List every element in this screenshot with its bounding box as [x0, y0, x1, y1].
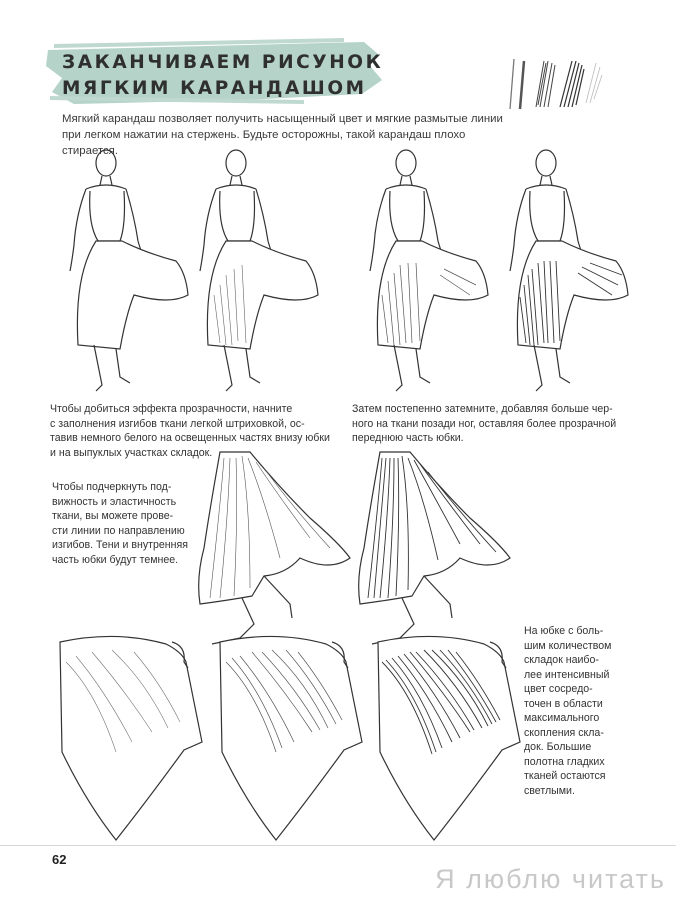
caption-line: Чтобы подчеркнуть под- — [52, 481, 172, 493]
caption-line: На юбке с боль- — [524, 625, 604, 637]
caption-line: часть юбки будут темнее. — [52, 553, 179, 566]
caption-line: с заполнения изгибов ткани легкой штриховкой, ос- — [50, 417, 305, 430]
caption-line: максимального — [524, 712, 600, 724]
caption-line: лее интенсивный — [524, 668, 610, 681]
page-number: 62 — [52, 852, 67, 867]
caption-line: переднюю часть юбки. — [352, 432, 464, 444]
caption-darken — [352, 402, 632, 446]
caption-line: тканей остаются — [524, 770, 606, 782]
intro-line-2: при легком нажатии на стержень. Будьте осторожны, такой карандаш плохо стирается. — [62, 129, 466, 157]
draped-fabric-illustrations — [56, 632, 516, 847]
title-line-1: ЗАКАНЧИВАЕМ РИСУНОК — [62, 52, 384, 73]
caption-line: скопления скла- — [524, 726, 604, 739]
caption-line: Чтобы добиться эффекта прозрачности, начните — [50, 403, 293, 415]
pencil-swatch-icon — [500, 55, 610, 113]
title-line-2: МЯГКИМ КАРАНДАШОМ — [62, 78, 367, 99]
caption-line: ткани, вы можете прове- — [52, 510, 174, 522]
caption-line: шим количеством — [524, 639, 612, 652]
caption-line: док. Большие — [524, 741, 592, 753]
caption-line: изгибов. Тени и внутренняя — [52, 539, 188, 551]
caption-line: и на выпуклых участках складок. — [50, 446, 213, 459]
caption-line: Затем постепенно затемните, добавляя больше чер- — [352, 403, 613, 415]
caption-line: вижность и эластичность — [52, 495, 177, 508]
intro-line-1: Мягкий карандаш позволяет получить насыщенный цвет и мягкие размытые линии — [62, 113, 503, 125]
flowing-skirt-illustrations — [190, 448, 530, 648]
caption-folds — [524, 624, 654, 798]
caption-line: складок наибо- — [524, 654, 599, 666]
figure-row-illustrations — [0, 145, 676, 395]
footer-divider — [0, 845, 676, 846]
caption-line: светлыми. — [524, 784, 575, 797]
caption-line: сти линии по направлению — [52, 524, 185, 537]
caption-elasticity — [52, 480, 212, 567]
page-title — [62, 50, 383, 102]
watermark-text: Я люблю читать — [435, 864, 666, 894]
caption-line: тавив немного белого на освещенных частях внизу юбки — [50, 432, 330, 444]
caption-line: полотна гладких — [524, 755, 605, 768]
caption-line: цвет сосредо- — [524, 683, 593, 695]
caption-line: точен в области — [524, 697, 603, 710]
caption-line: ного на ткани позади ног, оставляя более прозрачной — [352, 417, 617, 430]
